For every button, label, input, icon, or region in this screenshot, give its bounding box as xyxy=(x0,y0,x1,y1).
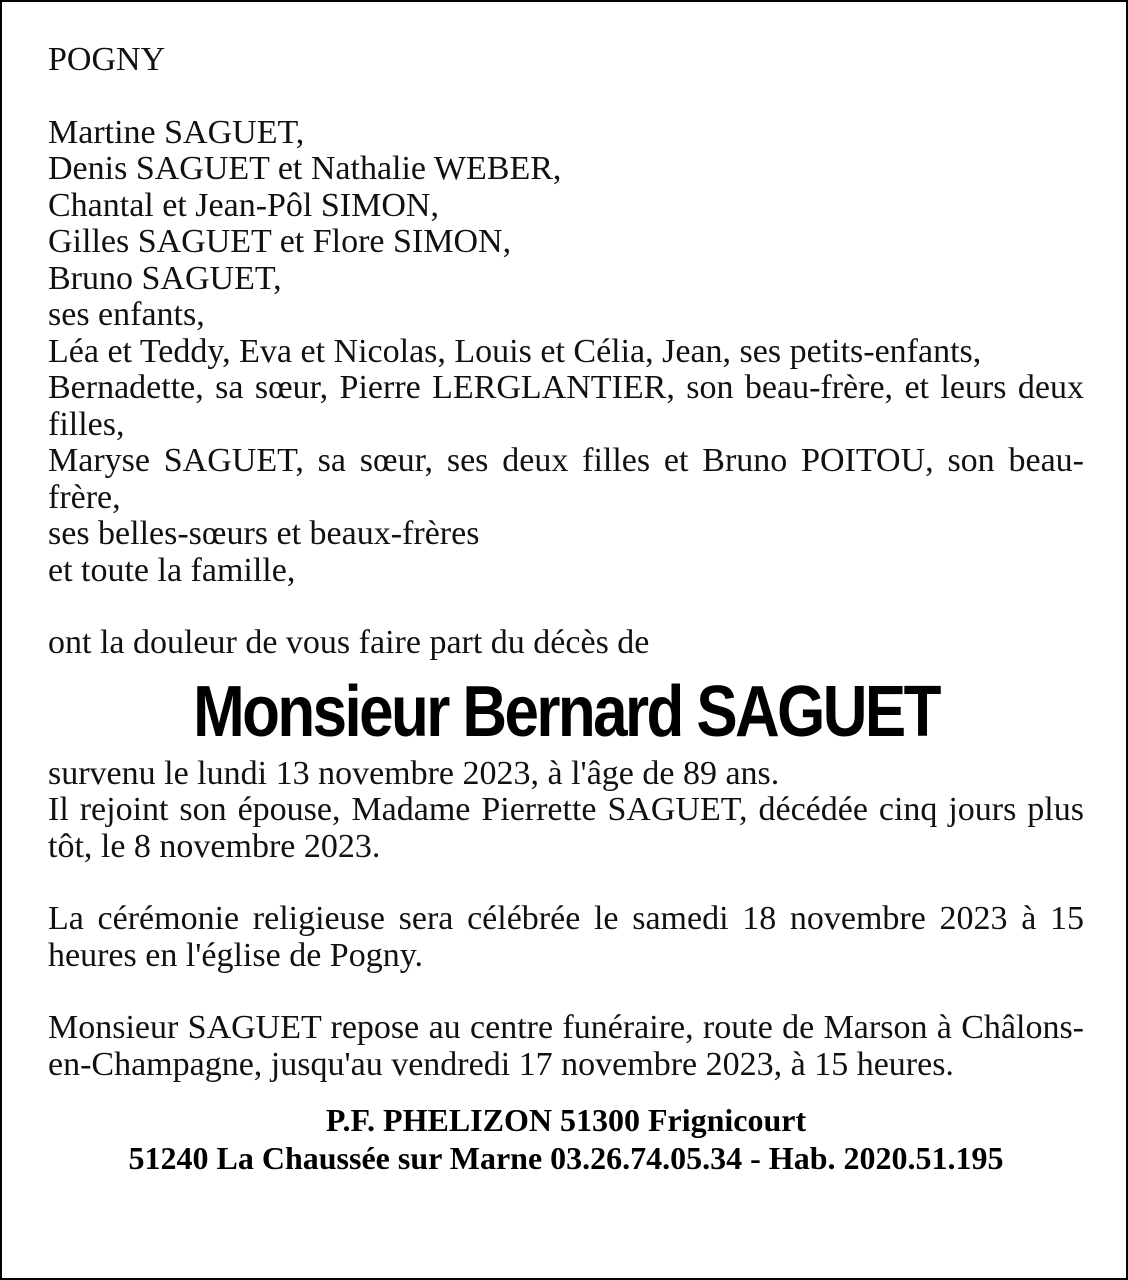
resting-text: Monsieur SAGUET repose au centre funéraire, route de Marson à Châlons-en-Champagne, jusqu'au vendredi 17 novembre 2023, à 15 heures. xyxy=(48,1009,1084,1083)
spacer xyxy=(48,589,1084,625)
family-line: Maryse SAGUET, sa sœur, ses deux filles et Bruno POITOU, son beau-frère, xyxy=(48,442,1084,516)
family-line: Bruno SAGUET, xyxy=(48,259,282,297)
spacer xyxy=(48,974,1084,1010)
deceased-name: Monsieur Bernard SAGUET xyxy=(193,671,939,752)
location-heading: POGNY xyxy=(48,41,166,78)
family-line: Martine SAGUET, xyxy=(48,113,305,151)
family-line: Gilles SAGUET et Flore SIMON, xyxy=(48,223,512,260)
family-line: ses enfants, xyxy=(48,296,205,333)
family-line: Bernadette, sa sœur, Pierre LERGLANTIER, son beau-frère, et leurs deux filles, xyxy=(48,369,1084,443)
ceremony-text: La cérémonie religieuse sera célébrée le samedi 18 novembre 2023 à 15 heures en l'église de Pogny. xyxy=(48,900,1084,974)
family-line: Chantal et Jean-Pôl SIMON, xyxy=(48,186,439,224)
family-list xyxy=(48,115,1084,590)
funeral-home-footer xyxy=(48,1101,1084,1177)
family-line: ses belles-sœurs et beaux-frères xyxy=(48,515,480,552)
notice-body xyxy=(48,42,1084,1177)
family-line: Léa et Teddy, Eva et Nicolas, Louis et Célia, Jean, ses petits-enfants, xyxy=(48,332,982,370)
footer-line-1: P.F. PHELIZON 51300 Frignicourt xyxy=(325,1102,807,1138)
announcement-text: ont la douleur de vous faire part du décès de xyxy=(48,624,650,661)
footer-line-2: 51240 La Chaussée sur Marne 03.26.74.05.34 - Hab. 2020.51.195 xyxy=(128,1140,1004,1176)
family-line: Denis SAGUET et Nathalie WEBER, xyxy=(48,150,562,187)
spacer xyxy=(48,865,1084,901)
death-detail: survenu le lundi 13 novembre 2023, à l'âge de 89 ans. xyxy=(48,754,780,792)
spacer xyxy=(48,79,1084,115)
death-detail: Il rejoint son épouse, Madame Pierrette SAGUET, décédée cinq jours plus tôt, le 8 novembre 2023. xyxy=(48,791,1084,865)
family-line: et toute la famille, xyxy=(48,551,296,589)
